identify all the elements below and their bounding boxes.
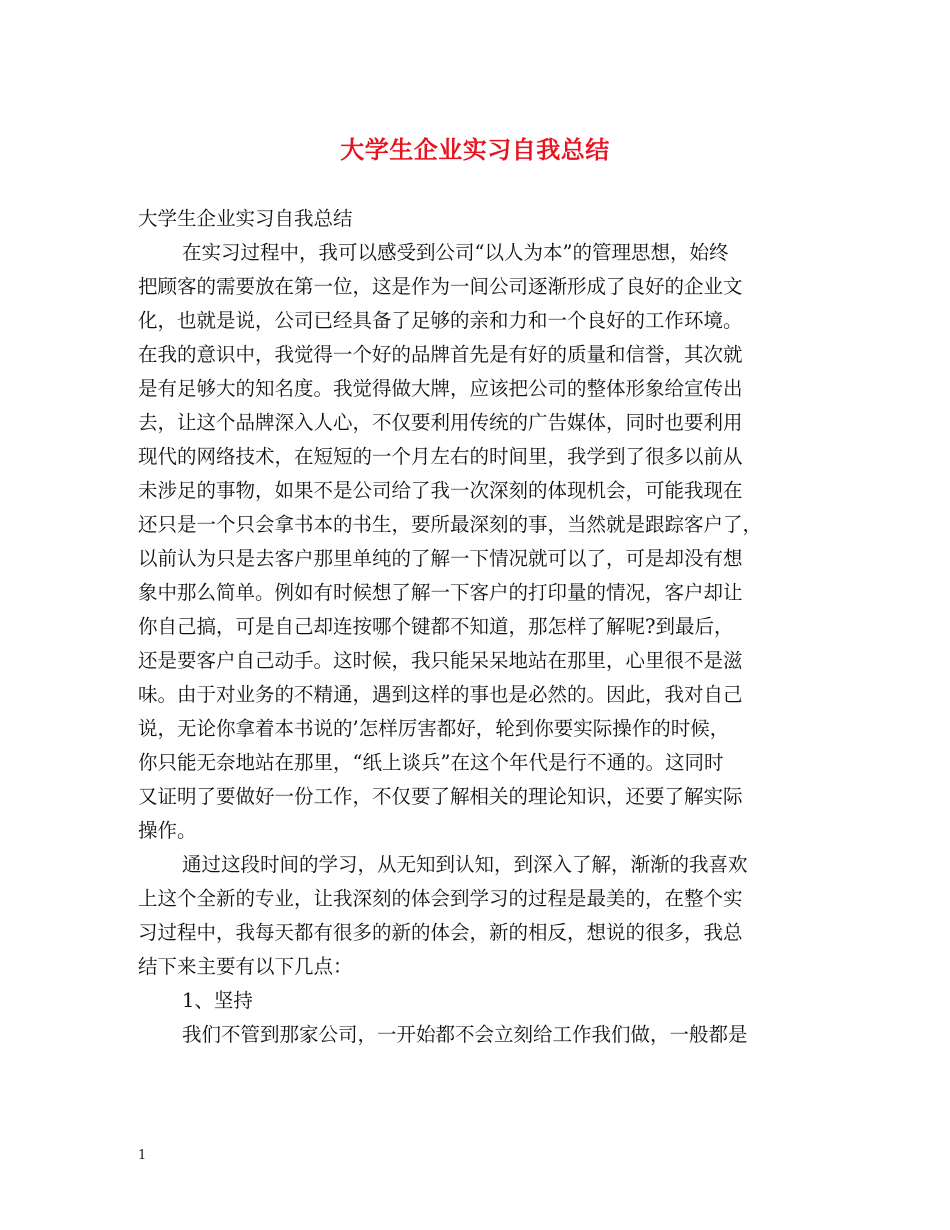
body-line: 又证明了要做好一份工作，不仅要了解相关的理论知识，还要了解实际 [138, 785, 743, 808]
body-line: 在我的意识中，我觉得一个好的品牌首先是有好的质量和信誉，其次就 [138, 343, 743, 366]
body-line: 味。由于对业务的不精通，遇到这样的事也是必然的。因此，我对自己 [138, 683, 743, 706]
body-line: 你只能无奈地站在那里，“纸上谈兵”在这个年代是行不通的。这同时 [138, 751, 724, 774]
body-line: 习过程中，我每天都有很多的新的体会，新的相反，想说的很多，我总 [138, 921, 743, 944]
body-line: 化，也就是说，公司已经具备了足够的亲和力和一个良好的工作环境。 [138, 309, 743, 332]
body-line: 现代的网络技术，在短短的一个月左右的时间里，我学到了很多以前从 [138, 445, 743, 468]
body-line: 说，无论你拿着本书说的’怎样厉害都好，轮到你要实际操作的时候， [138, 717, 730, 740]
body-line: 象中那么简单。例如有时候想了解一下客户的打印量的情况，客户却让 [138, 581, 743, 604]
body-line: 大学生企业实习自我总结 [138, 207, 353, 230]
body-line: 结下来主要有以下几点： [138, 955, 353, 978]
body-line: 通过这段时间的学习，从无知到认知，到深入了解，渐渐的我喜欢 [182, 853, 748, 876]
body-line: 把顾客的需要放在第一位，这是作为一间公司逐渐形成了良好的企业文 [138, 275, 743, 298]
body-line: 是有足够大的知名度。我觉得做大牌，应该把公司的整体形象给宣传出 [138, 377, 743, 400]
body-line: 以前认为只是去客户那里单纯的了解一下情况就可以了，可是却没有想 [138, 547, 743, 570]
document-body [138, 202, 812, 1052]
body-line: 去，让这个品牌深入人心，不仅要利用传统的广告媒体，同时也要利用 [138, 411, 743, 434]
section-heading: 1、坚持 [182, 989, 253, 1012]
body-line: 上这个全新的专业，让我深刻的体会到学习的过程是最美的，在整个实 [138, 887, 743, 910]
page-number: 1 [138, 1148, 147, 1163]
body-line: 在实习过程中，我可以感受到公司“以人为本”的管理思想，始终 [182, 241, 729, 264]
body-line: 你自己搞，可是自己却连按哪个键都不知道，那怎样了解呢?到最后， [138, 615, 734, 638]
body-line: 还只是一个只会拿书本的书生，要所最深刻的事，当然就是跟踪客户了， [138, 513, 763, 536]
body-line: 未涉足的事物，如果不是公司给了我一次深刻的体现机会，可能我现在 [138, 479, 743, 502]
body-line: 操作。 [138, 819, 197, 842]
body-line: 还是要客户自己动手。这时候，我只能呆呆地站在那里，心里很不是滋 [138, 649, 743, 672]
body-line: 我们不管到那家公司，一开始都不会立刻给工作我们做，一般都是 [182, 1023, 748, 1046]
document-title: 大学生企业实习自我总结 [340, 135, 610, 164]
